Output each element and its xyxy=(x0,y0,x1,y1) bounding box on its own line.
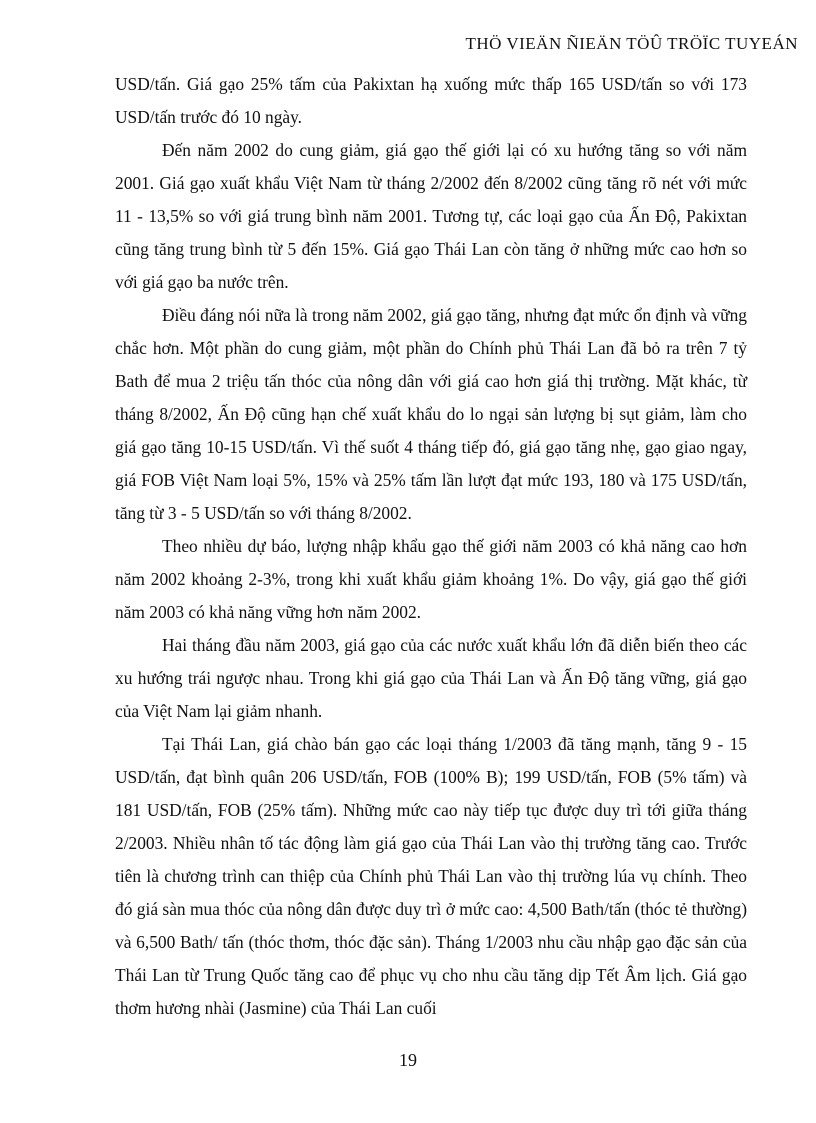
paragraph: Điều đáng nói nữa là trong năm 2002, giá gạo tăng, nhưng đạt mức ổn định và vững chắc hơn. Một phần do cung giảm, một phần do Chính phủ Thái Lan đã bỏ ra trên 7 tỷ Bath để mua 2 triệu tấn thóc của nông dân với giá cao hơn giá thị trường. Mặt khác, từ tháng 8/2002, Ấn Độ cũng hạn chế xuất khẩu do lo ngại sản lượng bị sụt giảm, làm cho giá gạo tăng 10-15 USD/tấn. Vì thế suốt 4 tháng tiếp đó, giá gạo tăng nhẹ, gạo giao ngay, giá FOB Việt Nam loại 5%, 15% và 25% tấm lần lượt đạt mức 193, 180 và 175 USD/tấn, tăng từ 3 - 5 USD/tấn so với tháng 8/2002. xyxy=(115,305,747,523)
page-number: 19 xyxy=(399,1050,417,1070)
paragraph: Đến năm 2002 do cung giảm, giá gạo thế giới lại có xu hướng tăng so với năm 2001. Giá gạo xuất khẩu Việt Nam từ tháng 2/2002 đến 8/2002 cũng tăng rõ nét với mức 11 - 13,5% so với giá trung bình năm 2001. Tương tự, các loại gạo của Ấn Độ, Pakixtan cũng tăng trung bình từ 5 đến 15%. Giá gạo Thái Lan còn tăng ở những mức cao hơn so với giá gạo ba nước trên. xyxy=(115,140,747,292)
running-header: THÖ VIEÄN ÑIEÄN TÖÛ TRÖÏC TUYEÁN xyxy=(465,34,798,53)
document-body xyxy=(115,68,747,1025)
paragraph: Tại Thái Lan, giá chào bán gạo các loại tháng 1/2003 đã tăng mạnh, tăng 9 - 15 USD/tấn, đạt bình quân 206 USD/tấn, FOB (100% B); 199 USD/tấn, FOB (5% tấm) và 181 USD/tấn, FOB (25% tấm). Những mức cao này tiếp tục được duy trì tới giữa tháng 2/2003. Nhiều nhân tố tác động làm giá gạo của Thái Lan vào thị trường tăng cao. Trước tiên là chương trình can thiệp của Chính phủ Thái Lan vào thị trường lúa vụ chính. Theo đó giá sàn mua thóc của nông dân được duy trì ở mức cao: 4,500 Bath/tấn (thóc tẻ thường) và 6,500 Bath/ tấn (thóc thơm, thóc đặc sản). Tháng 1/2003 nhu cầu nhập gạo đặc sản của Thái Lan từ Trung Quốc tăng cao để phục vụ cho nhu cầu tăng dịp Tết Âm lịch. Giá gạo thơm hương nhài (Jasmine) của Thái Lan cuối xyxy=(115,734,747,1018)
paragraph: Theo nhiều dự báo, lượng nhập khẩu gạo thế giới năm 2003 có khả năng cao hơn năm 2002 khoảng 2-3%, trong khi xuất khẩu giảm khoảng 1%. Do vậy, giá gạo thế giới năm 2003 có khả năng vững hơn năm 2002. xyxy=(115,536,747,622)
paragraph: Hai tháng đầu năm 2003, giá gạo của các nước xuất khẩu lớn đã diễn biến theo các xu hướng trái ngược nhau. Trong khi giá gạo của Thái Lan và Ấn Độ tăng vững, giá gạo của Việt Nam lại giảm nhanh. xyxy=(115,635,747,721)
paragraph-continuation: USD/tấn. Giá gạo 25% tấm của Pakixtan hạ xuống mức thấp 165 USD/tấn so với 173 USD/tấn trước đó 10 ngày. xyxy=(115,74,747,127)
